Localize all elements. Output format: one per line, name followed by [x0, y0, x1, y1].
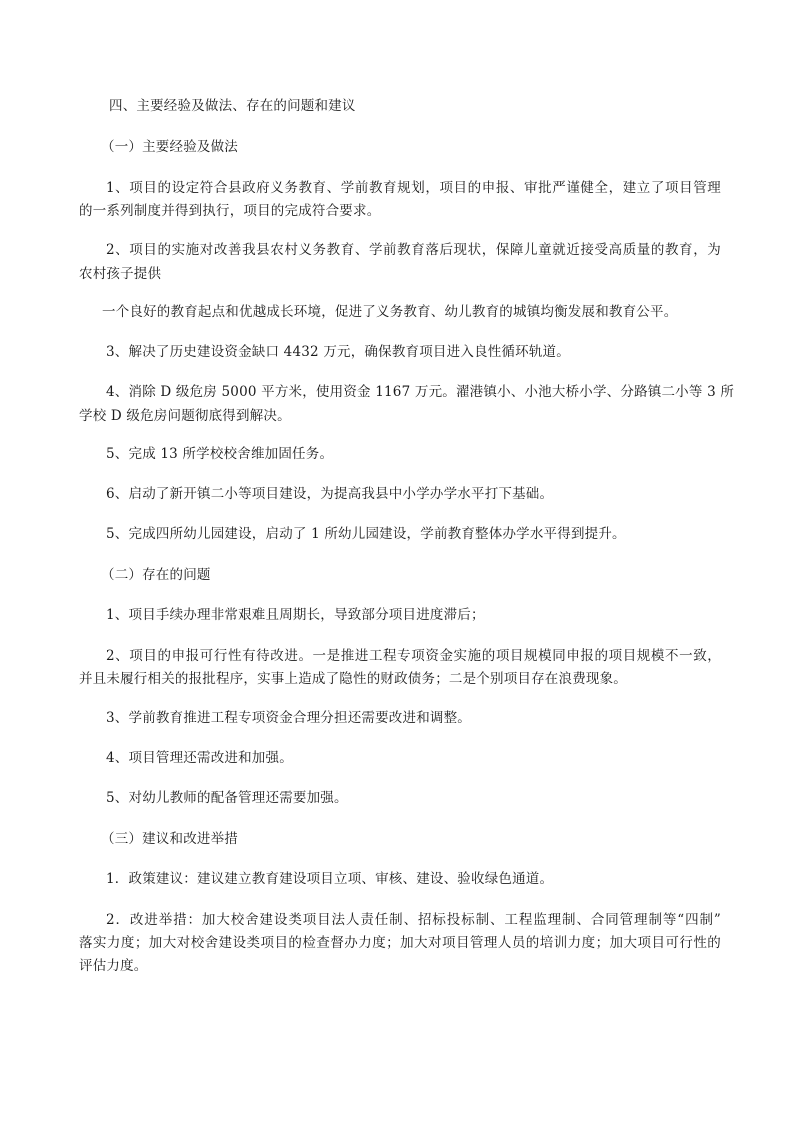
paragraph-line: 3、学前教育推进工程专项资金合理分担还需要改进和调整。 [106, 710, 471, 726]
subsection-title-problems: （二）存在的问题 [101, 567, 211, 583]
paragraph-line: 1、项目手续办理非常艰难且周期长，导致部分项目进度滞后； [106, 607, 485, 623]
paragraph-line: 农村孩子提供 [79, 266, 162, 282]
paragraph-line: 3、解决了历史建设资金缺口 4432 万元，确保教育项目进入良性循环轨道。 [106, 344, 570, 360]
paragraph-line: 并且未履行相关的报批程序，实事上造成了隐性的财政债务；二是个别项目存在浪费现象。 [79, 671, 627, 687]
paragraph-line: 2、项目的实施对改善我县农村义务教育、学前教育落后现状，保障儿童就近接受高质量的教育，为 [106, 242, 721, 258]
paragraph-line: 5、完成 13 所学校校舍维加固任务。 [106, 446, 334, 462]
paragraph-line: 落实力度；加大对校舍建设类项目的检查督办力度；加大对项目管理人员的培训力度；加大项目可行性的 [79, 935, 721, 951]
subsection-title-suggestions: （三）建议和改进举措 [101, 831, 238, 847]
paragraph-line: 5、对幼儿教师的配备管理还需要加强。 [106, 790, 348, 806]
paragraph-line: 4、项目管理还需改进和加强。 [106, 750, 293, 766]
paragraph-line: 1．政策建议：建议建立教育建设项目立项、审核、建设、验收绿色通道。 [106, 871, 554, 887]
paragraph-line: 6、启动了新开镇二小等项目建设，为提高我县中小学办学水平打下基础。 [106, 486, 554, 502]
paragraph-line: 5、完成四所幼儿园建设，启动了 1 所幼儿园建设，学前教育整体办学水平得到提升。 [106, 526, 626, 542]
section-heading: 四、主要经验及做法、存在的问题和建议 [109, 98, 356, 114]
paragraph-line: 评估力度。 [79, 958, 148, 974]
paragraph-line: 2、项目的申报可行性有待改进。一是推进工程专项资金实施的项目规模同申报的项目规模不一致， [106, 648, 721, 664]
paragraph-line: 2．改进举措：加大校舍建设类项目法人责任制、招标投标制、工程监理制、合同管理制等“四制” [106, 912, 721, 928]
paragraph-line: 4、消除 D 级危房 5000 平方米，使用资金 1167 万元。濯港镇小、小池大桥小学、分路镇二小等 3 所 [106, 384, 735, 400]
paragraph-line: 一个良好的教育起点和优越成长环境，促进了义务教育、幼儿教育的城镇均衡发展和教育公平。 [102, 304, 678, 320]
subsection-title-experience: （一）主要经验及做法 [101, 139, 238, 155]
paragraph-line: 1、项目的设定符合县政府义务教育、学前教育规划，项目的申报、审批严谨健全，建立了项目管理 [106, 180, 721, 196]
paragraph-line: 学校 D 级危房问题彻底得到解决。 [79, 408, 291, 424]
paragraph-line: 的一系列制度并得到执行，项目的完成符合要求。 [79, 203, 381, 219]
